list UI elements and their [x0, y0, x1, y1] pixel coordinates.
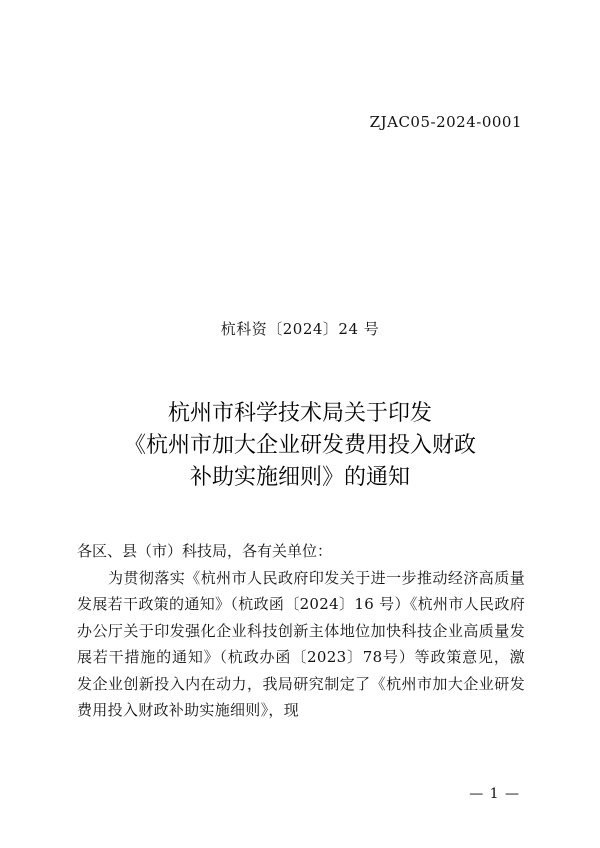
title-line-1: 杭州市科学技术局关于印发 [167, 401, 432, 426]
salutation: 各区、县（市）科技局，各有关单位： [77, 542, 333, 560]
page-number: — 1 — [469, 786, 520, 802]
title-line-3: 补助实施细则》的通知 [189, 465, 410, 490]
document-code: ZJAC05-2024-0001 [369, 113, 522, 131]
document-body [77, 538, 525, 724]
title-line-2: 《杭州市加大企业研发费用投入财政 [123, 433, 476, 458]
document-title [0, 398, 600, 494]
document-number: 杭科资〔2024〕24 号 [220, 320, 380, 338]
body-paragraph: 为贯彻落实《杭州市人民政府印发关于进一步推动经济高质量发展若干政策的通知》（杭政函〔2024〕16 号）《杭州市人民政府办公厅关于印发强化企业科技创新主体地位加快科技企业高质量发展若干措施的通知》（杭政办函〔2023〕78号）等政策意见，激发企业创新投入内在动力，我局研究制定了《杭州市加大企业研发费用投入财政补助实施细则》，现 [77, 568, 525, 719]
